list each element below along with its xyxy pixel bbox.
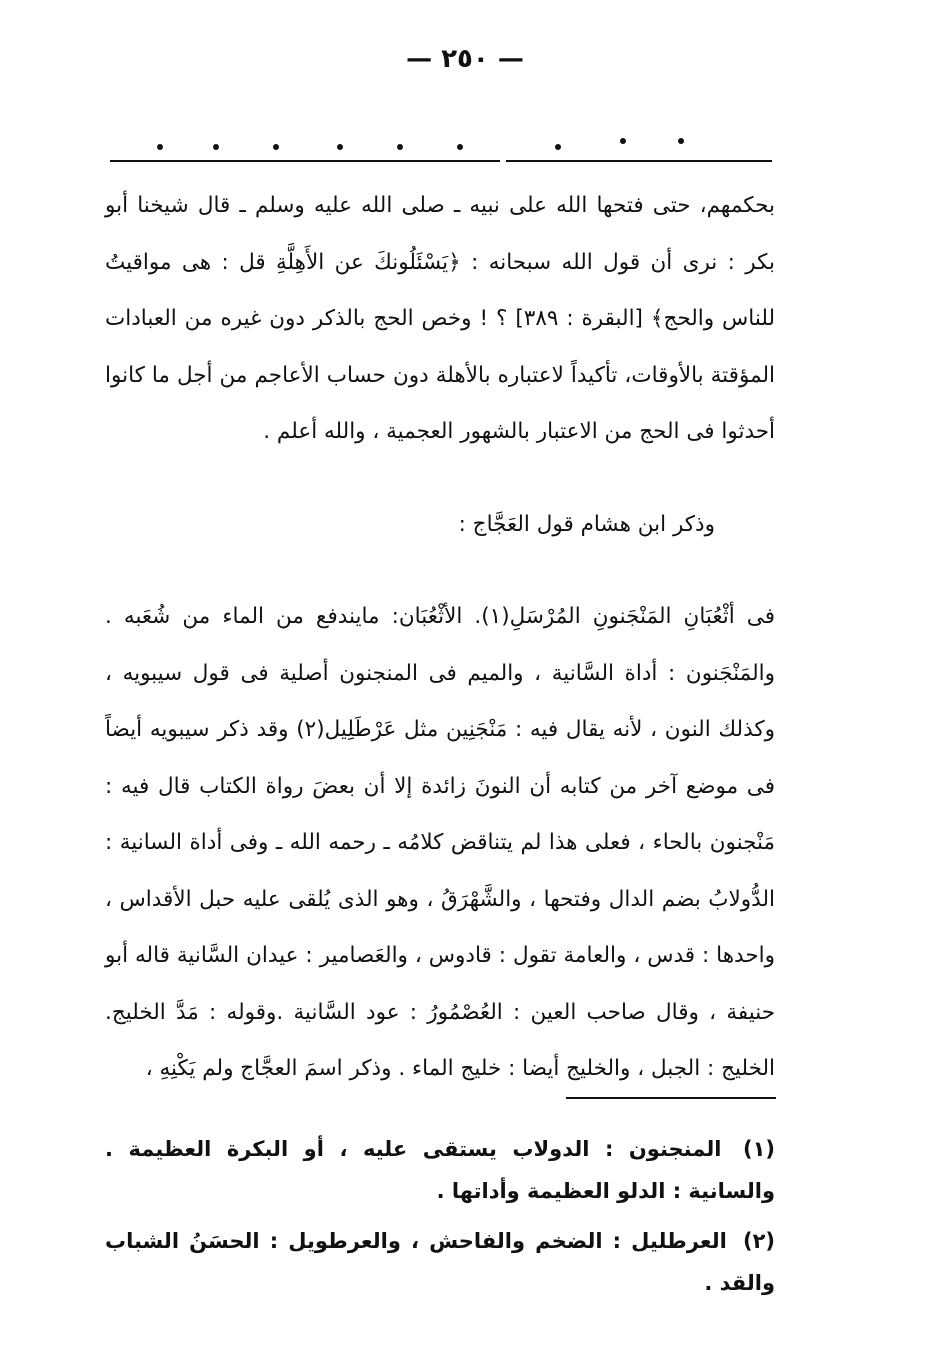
footnote-rule <box>566 1097 776 1099</box>
footnote <box>105 1128 775 1212</box>
ornament-dot <box>157 144 163 150</box>
paragraph-gap <box>105 461 775 497</box>
footnote-text: العرطليل : الضخم والفاحش ، والعرطويل : الحسَنُ الشباب والقد . <box>105 1229 775 1295</box>
footnote-number: (١) <box>742 1137 775 1161</box>
header-rule <box>110 160 772 168</box>
paragraph: فى أثْعُبَانِ المَنْجَنونِ المُرْسَلِ(١). الأثْعُبَان: مايندفع من الماء من شُعَبه . والمَنْجَنون : أداة السَّانية ، والميم فى المنجنون أصلية فى قول سيبويه ، وكذلك النون ، لأنه يقال فيه : مَنْجَنِين مثل عَرْطَلِيل(٢) وقد ذكر سيبويه أيضاً فى موضع آخر من كتابه أن النونَ زائدة إلا أن بعضَ رواة الكتاب قال فيه : مَنْجنون بالحاء ، فعلى هذا لم يتناقض كلامُه ـ رحمه الله ـ وفى أداة السانية : الدُّولابُ بضم الدال وفتحها ، والشَّهْرَقُ ، وهو الذى يُلقى عليه حبل الأقداس ، واحدها : قدس ، والعامة تقول : قادوس ، والعَصامير : عيدان السَّانية قاله أبو حنيفة ، وقال صاحب العين : العُصْمُورُ : عود السَّانية .وقوله : مَدَّ الخليج. الخليج : الجبل ، والخليج أيضا : خليج الماء . وذكر اسمَ العجَّاج ولم يَكْنِهِ ، <box>105 604 775 1081</box>
header-rule-segment <box>506 160 772 162</box>
footnotes <box>105 1128 775 1312</box>
footnote-number: (٢) <box>742 1229 775 1253</box>
footnote <box>105 1220 775 1304</box>
header-rule-segment <box>110 160 500 162</box>
ornament-dot <box>457 144 463 150</box>
ornament-dot <box>213 144 219 150</box>
body-text <box>105 178 775 1098</box>
ornament-dot <box>620 138 626 144</box>
ornament-dot <box>397 144 403 150</box>
paragraph: بحكمهم، حتى فتحها الله على نبيه ـ صلى الله عليه وسلم ـ قال شيخنا أبو بكر : نرى أن قول الله سبحانه : ﴿يَسْئَلُونكَ عن الأَهِلَّةِ قل : هى مواقيتُ للناس والحج﴾ [البقرة : ٣٨٩] ؟ ! وخص الحج بالذكر دون غيره من العبادات المؤقتة بالأوقات، تأكيداً لاعتباره بالأهلة دون حساب الأعاجم من أجل ما كانوا أحدثوا فى الحج من الاعتبار بالشهور العجمية ، والله أعلم . <box>105 193 775 444</box>
page-number: — ٢٥٠ — <box>406 44 524 74</box>
ornament-dot <box>337 144 343 150</box>
ornament-dot <box>678 138 684 144</box>
paragraph-gap <box>105 553 775 589</box>
paragraph-heading: وذكر ابن هشام قول العَجَّاج : <box>458 511 715 537</box>
ornament-dot <box>555 144 561 150</box>
footnote-text: المنجنون : الدولاب يستقى عليه ، أو البكرة العظيمة . والسانية : الدلو العظيمة وأداتها . <box>105 1137 775 1203</box>
ornament-dot <box>273 144 279 150</box>
